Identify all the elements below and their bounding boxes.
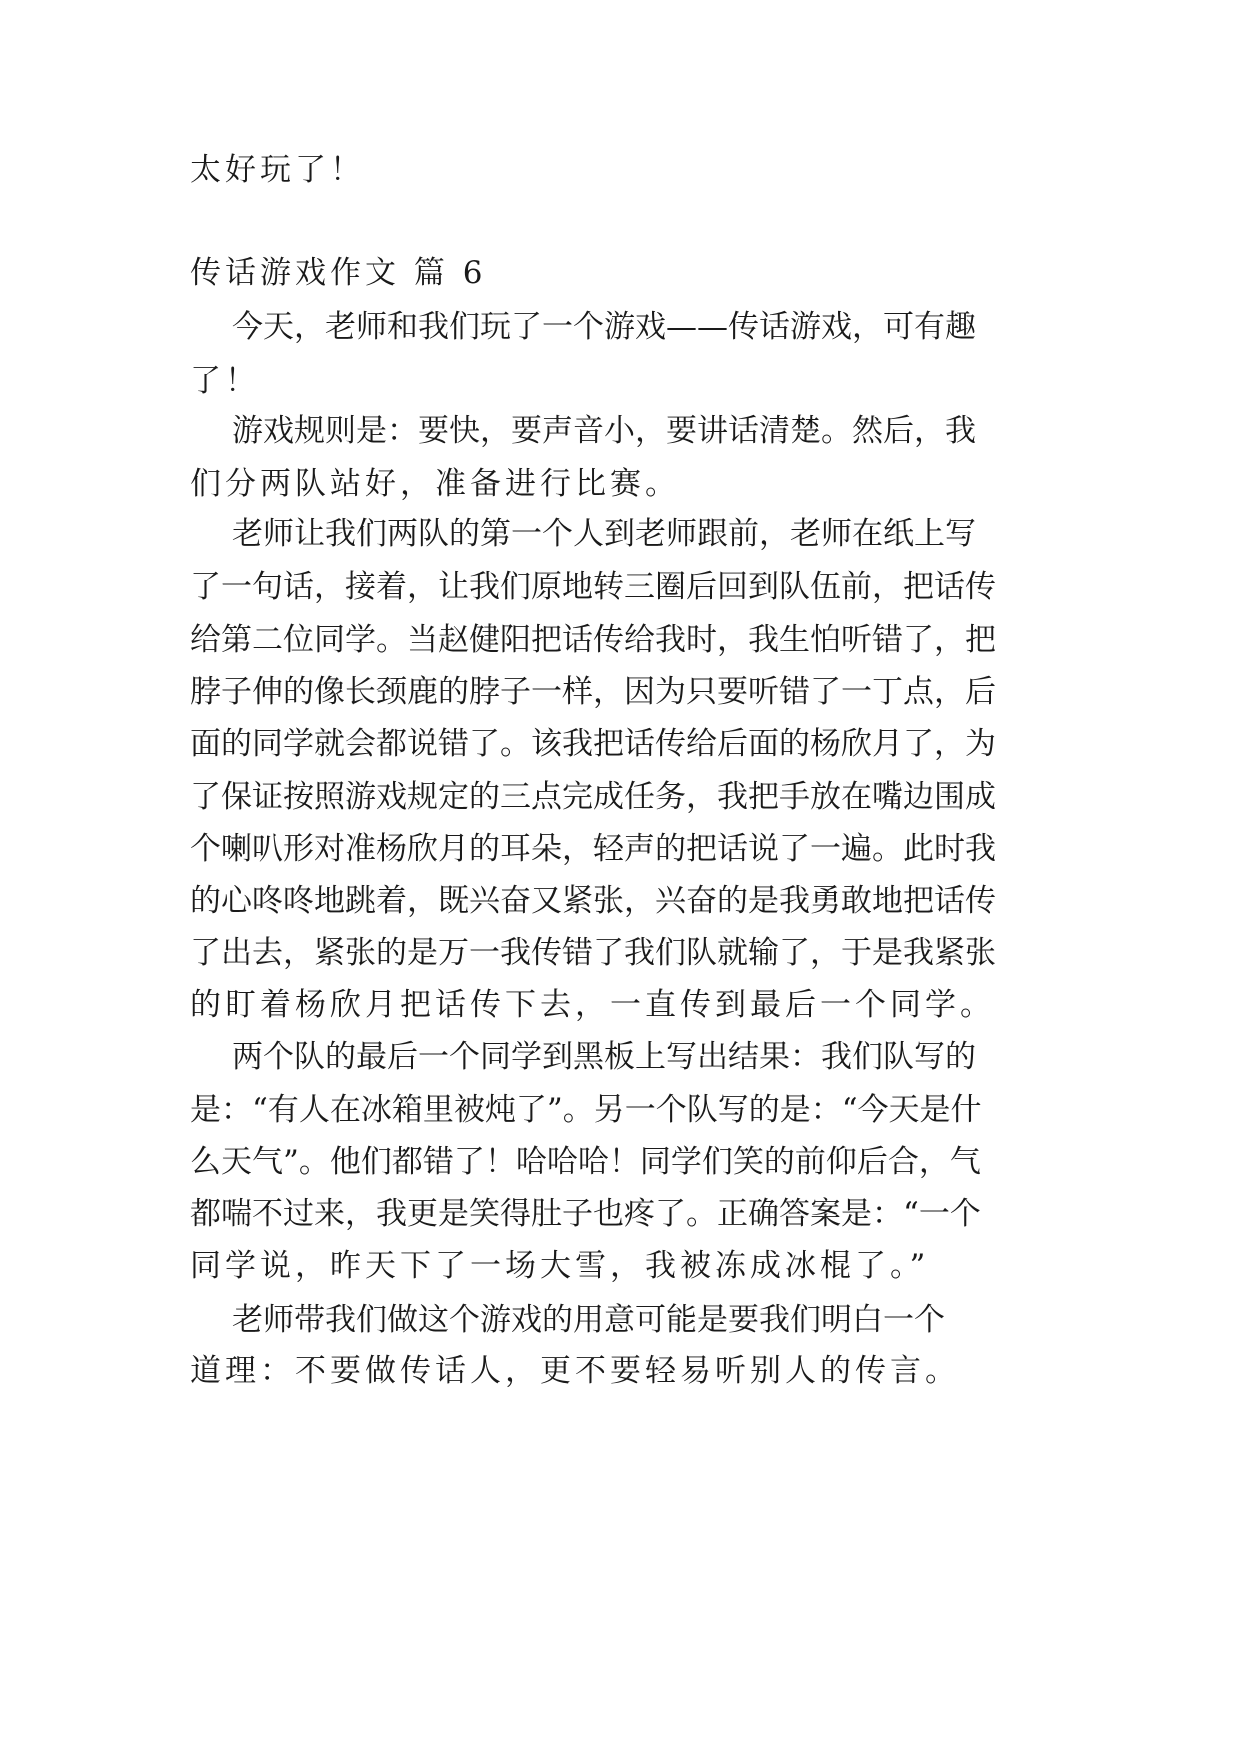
- paragraph-line: 了！: [190, 363, 260, 399]
- closing-line: 太好玩了！: [190, 152, 365, 188]
- paragraph-line: 面的同学就会都说错了。该我把话传给后面的杨欣月了，为: [190, 726, 996, 762]
- paragraph-line: 道理：不要做传话人，更不要轻易听别人的传言。: [190, 1353, 960, 1389]
- paragraph-line: 了保证按照游戏规定的三点完成任务，我把手放在嘴边围成: [190, 779, 996, 815]
- paragraph-line: 老师让我们两队的第一个人到老师跟前，老师在纸上写: [232, 516, 976, 552]
- paragraph-line: 是：“有人在冰箱里被炖了”。另一个队写的是：“今天是什: [190, 1092, 982, 1128]
- paragraph-line: 给第二位同学。当赵健阳把话传给我时，我生怕听错了，把: [190, 622, 996, 658]
- paragraph-line: 脖子伸的像长颈鹿的脖子一样，因为只要听错了一丁点，后: [190, 674, 996, 710]
- section-title: 传话游戏作文 篇 6: [190, 255, 487, 291]
- paragraph-line: 了出去，紧张的是万一我传错了我们队就输了，于是我紧张: [190, 935, 996, 971]
- paragraph-line: 的盯着杨欣月把话传下去，一直传到最后一个同学。: [190, 987, 995, 1023]
- paragraph-line: 么天气”。他们都错了！哈哈哈！同学们笑的前仰后合，气: [190, 1144, 981, 1180]
- paragraph-line: 游戏规则是：要快，要声音小，要讲话清楚。然后，我: [232, 413, 976, 449]
- paragraph-line: 们分两队站好，准备进行比赛。: [190, 466, 680, 502]
- paragraph-line: 同学说，昨天下了一场大雪，我被冻成冰棍了。”: [190, 1248, 930, 1284]
- paragraph-line: 了一句话，接着，让我们原地转三圈后回到队伍前，把话传: [190, 569, 996, 605]
- paragraph-line: 两个队的最后一个同学到黑板上写出结果：我们队写的: [232, 1039, 976, 1075]
- paragraph-line: 老师带我们做这个游戏的用意可能是要我们明白一个: [232, 1302, 945, 1338]
- paragraph-line: 今天，老师和我们玩了一个游戏——传话游戏，可有趣: [232, 309, 976, 345]
- paragraph-line: 个喇叭形对准杨欣月的耳朵，轻声的把话说了一遍。此时我: [190, 831, 996, 867]
- paragraph-line: 都喘不过来，我更是笑得肚子也疼了。正确答案是：“一个: [190, 1196, 981, 1232]
- paragraph-line: 的心咚咚地跳着，既兴奋又紧张，兴奋的是我勇敢地把话传: [190, 883, 996, 919]
